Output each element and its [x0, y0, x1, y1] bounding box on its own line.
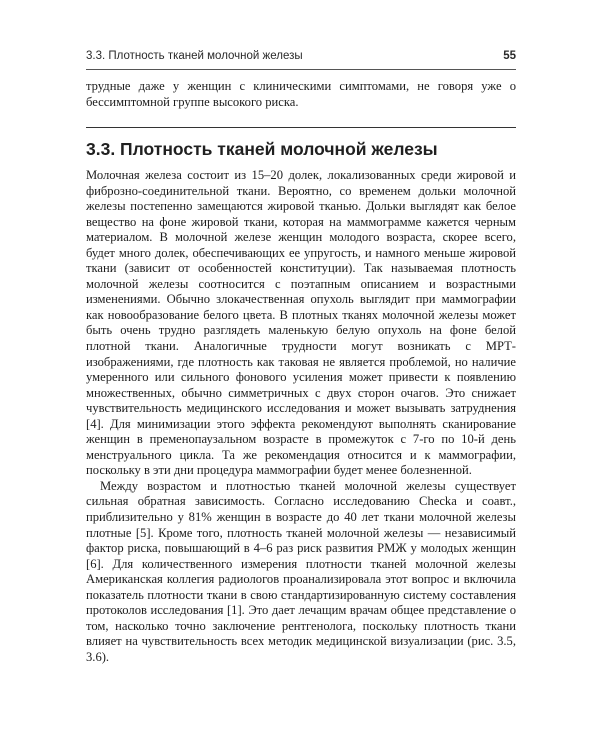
running-header [86, 50, 516, 66]
body-paragraph: Молочная железа состоит из 15–20 долек, локализованных среди жировой и фиброзно-соединительной ткани. Вероятно, со временем дольки молочной железы постепенно замещаются жировой тканью. Дольки выглядят как белое вещество на фоне жировой ткани, которая на маммограмме кажется черным материалом. В молочной железе женщин молодого возраста, скорее всего, будет много долек, обеспечивающих ее упругость, и намного меньше жировой ткани (зависит от особенностей конституции). Так называемая плотность молочной железы соотносится с поэтапным описанием и возрастными изменениями. Обычно злокачественная опухоль выглядит при маммографии как новообразование белого цвета. В плотных тканях молочной железы может быть очень трудно разглядеть маленькую белую опухоль на фоне белой плотной ткани. Аналогичные трудности могут возникать с МРТ-изображениями, где плотность как таковая не является проблемой, но наличие умеренного или сильного фонового усиления может привести к появлению множественных, обычно симметричных с двух сторон очагов. Это снижает чувствительность медицинского исследования и может вызывать затруднения [4]. Для минимизации этого эффекта рекомендуют выполнять сканирование женщин в пременопаузальном возрасте в промежуток с 7-го по 10-й день менструального цикла. Та же рекомендация относится и к маммографии, поскольку в эти дни процедура маммографии будет менее болезненной. [86, 168, 516, 478]
section-heading: 3.3. Плотность тканей молочной железы [86, 139, 438, 159]
book-page [86, 0, 516, 750]
running-header-title: 3.3. Плотность тканей молочной железы [86, 50, 303, 62]
section-body [86, 168, 516, 666]
section-divider [86, 127, 516, 128]
body-paragraph: Между возрастом и плотностью тканей молочной железы существует сильная обратная зависимость. Согласно исследованию Checka и соавт., приблизительно у 81% женщин в возрасте до 40 лет ткани молочной железы плотные [5]. Кроме того, плотность тканей молочной железы — независимый фактор риска, повышающий в 4–6 раз риск развития РМЖ у молодых женщин [6]. Для количественного измерения плотности тканей молочной железы Американская коллегия радиологов проанализировала этот вопрос и включила показатель плотности ткани в свою стандартизированную систему составления протоколов исследования [1]. Это дает лечащим врачам общее представление о том, насколько точно заключение рентгенолога, поскольку плотность ткани влияет на чувствительность всех методик медицинской визуализации (рис. 3.5, 3.6). [86, 478, 516, 664]
header-divider [86, 69, 516, 70]
page-number: 55 [503, 50, 516, 62]
continued-paragraph: трудные даже у женщин с клиническими симптомами, не говоря уже о бессимптомной группе высокого риска. [86, 79, 516, 109]
